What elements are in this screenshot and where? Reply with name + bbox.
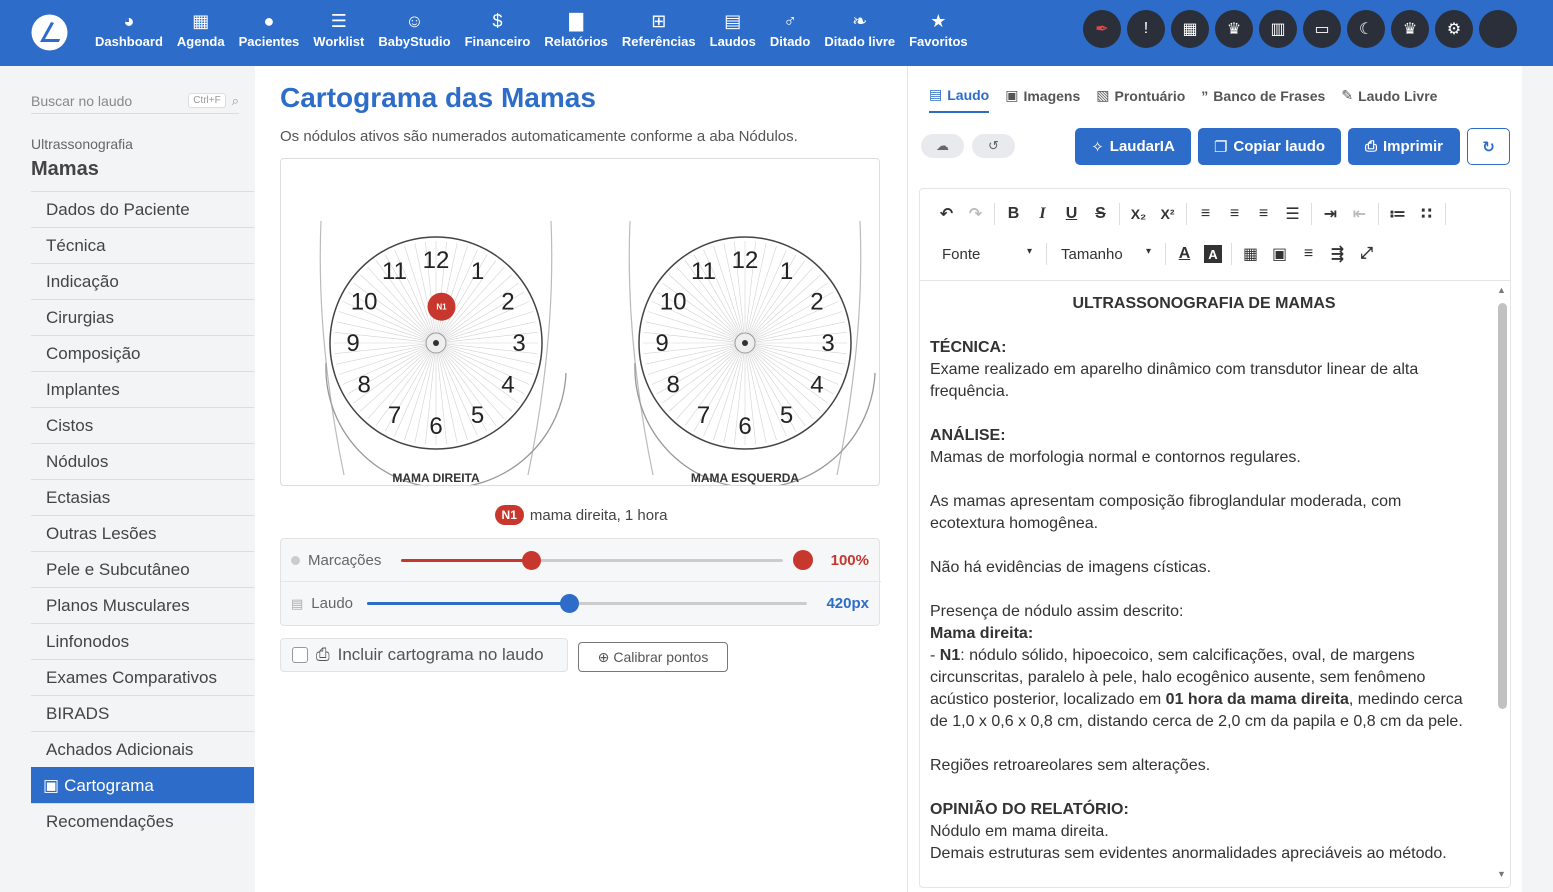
clock-number: 10 [659, 288, 687, 316]
signature-button[interactable] [1083, 10, 1121, 48]
nav-item-ditado[interactable] [763, 10, 817, 49]
slider-label-marcacoes: Marcações [308, 551, 382, 569]
legend-badge: N1 [495, 505, 524, 525]
nav-label: Agenda [176, 34, 225, 49]
app-logo[interactable] [31, 14, 68, 51]
clock-number: 4 [501, 371, 515, 399]
paragraph-composicao: As mamas apresentam composição fibroglandular moderada, com ecotextura homogênea. [930, 493, 1402, 532]
sidebar-item-label: Dados do Paciente [46, 199, 190, 219]
printer-icon: ⎙ [1364, 138, 1377, 155]
sidebar-item-label: Implantes [46, 379, 120, 399]
refresh-button[interactable] [1467, 128, 1510, 165]
slider-row-laudo [281, 582, 881, 625]
page-title: Cartograma das Mamas [280, 82, 596, 113]
section-opiniao [930, 799, 1478, 865]
sidebar-item-7[interactable] [31, 443, 254, 479]
moon-icon: ☾ [1358, 21, 1374, 38]
clock-number: 11 [691, 258, 716, 286]
caret-down-icon: ▾ [1026, 245, 1032, 257]
sidebar-item-3[interactable] [31, 299, 254, 335]
sidebar-item-13[interactable] [31, 659, 254, 695]
tecnica-body: Exame realizado em aparelho dinâmico com transdutor linear de alta frequência. [930, 361, 1419, 400]
clock-number: 1 [470, 258, 485, 286]
dot-icon [291, 556, 300, 565]
sidebar-item-label: Outras Lesões [46, 523, 157, 543]
dollar-icon: $ [492, 11, 503, 31]
nav-item-dashboard[interactable] [88, 10, 170, 49]
sidebar-item-2[interactable] [31, 263, 254, 299]
sidebar-item-12[interactable] [31, 623, 254, 659]
superscript-icon[interactable]: X² [1160, 206, 1175, 222]
ordered-list-icon[interactable]: ≔ [1389, 206, 1406, 223]
refresh-icon: ↻ [1482, 138, 1495, 156]
clock-number: 5 [779, 401, 794, 429]
redo-icon[interactable]: ↷ [968, 206, 983, 223]
sidebar-item-label: Cartograma [64, 775, 154, 795]
scroll-thumb[interactable] [1498, 303, 1507, 709]
opiniao-line-1: Nódulo em mama direita. [930, 823, 1109, 840]
sidebar-list [31, 191, 254, 839]
scroll-down-icon[interactable]: ▼ [1497, 869, 1506, 879]
nav-item-pacientes[interactable] [232, 10, 307, 49]
dashboard-icon: ◕ [123, 11, 135, 31]
print-button[interactable] [1348, 128, 1460, 165]
nav-item-referências[interactable] [615, 10, 703, 49]
include-cartogram-toggle[interactable] [280, 638, 568, 672]
align-left-icon[interactable]: ≡ [1200, 205, 1211, 222]
nav-label: Relatórios [544, 34, 608, 49]
sidebar-category: Ultrassonografia [31, 136, 133, 152]
file-icon: ▤ [929, 86, 943, 102]
clock-number: 5 [470, 401, 485, 429]
nav-label: Worklist [313, 34, 365, 49]
top-navbar [0, 0, 1553, 66]
sidebar-item-label: Planos Musculares [46, 595, 190, 615]
clock-number: 9 [655, 330, 669, 357]
calendar-button[interactable] [1171, 10, 1209, 48]
nodulo-intro: Presença de nódulo assim descrito: [930, 603, 1184, 620]
sidebar-item-label: Técnica [46, 235, 106, 255]
nav-label: Pacientes [238, 34, 300, 49]
feather-icon: ❧ [852, 11, 868, 31]
underline-icon[interactable]: U [1065, 205, 1078, 222]
clock-number: 8 [357, 371, 371, 399]
sidebar-item-1[interactable] [31, 227, 254, 263]
nav-label: Ditado livre [824, 34, 896, 49]
n1-location: 01 hora da mama direita [1165, 691, 1349, 708]
align-right-icon[interactable]: ≡ [1258, 205, 1269, 222]
signature-icon: ✒ [1095, 21, 1109, 38]
nodulo-mama: Mama direita: [930, 625, 1034, 642]
nav-label: Favoritos [909, 34, 968, 49]
include-label: Incluir cartograma no laudo [337, 645, 544, 664]
sidebar-item-label: Cistos [46, 415, 94, 435]
image-icon: ▣ [1005, 87, 1019, 103]
sidebar-item-label: Composição [46, 343, 141, 363]
copy-icon: ❐ [1213, 138, 1228, 156]
color-swatch[interactable] [793, 550, 813, 570]
laudaria-button[interactable] [1075, 128, 1191, 165]
tab-laudo[interactable] [929, 86, 989, 113]
size-select[interactable] [1051, 246, 1161, 263]
bold-icon[interactable]: B [1007, 205, 1020, 222]
sidebar-item-8[interactable] [31, 479, 254, 515]
user-icon: ● [263, 11, 275, 31]
analise-body: Mamas de morfologia normal e contornos regulares. [930, 449, 1301, 466]
sidebar-item-label: Recomendações [46, 811, 174, 831]
tab-label: Laudo [947, 86, 990, 103]
sidebar-item-label: Indicação [46, 271, 119, 291]
clock-number: 8 [666, 371, 680, 399]
search-icon[interactable]: ⌕ [231, 92, 239, 108]
marcacoes-slider[interactable] [401, 559, 783, 562]
main-nav [88, 10, 975, 49]
search-input[interactable] [31, 88, 239, 114]
laudo-fill [367, 602, 569, 605]
clock-number: 11 [382, 258, 407, 286]
report-title: ULTRASSONOGRAFIA DE MAMAS [1072, 295, 1336, 312]
slider-row-marcacoes [281, 539, 881, 582]
sidebar-item-16[interactable] [31, 767, 254, 803]
sidebar-item-10[interactable] [31, 551, 254, 587]
sidebar-item-0[interactable] [31, 191, 254, 227]
opiniao-heading: OPINIÃO DO RELATÓRIO: [930, 801, 1129, 818]
alert-icon: ! [1143, 20, 1149, 37]
sidebar-title: Mamas [31, 158, 99, 180]
clock-number: 2 [501, 288, 515, 316]
n1-text-b: , medindo cerca de 1,0 x 0,6 x 0,8 cm, distando cerca de 2,0 cm da papila e 0,8 cm da pele. [930, 691, 1463, 730]
indent-icon[interactable]: ⇥ [1323, 206, 1338, 223]
n1-prefix: - [930, 647, 940, 664]
report-content[interactable] [930, 293, 1478, 887]
plus-box-icon: ⊞ [651, 11, 667, 31]
nav-item-agenda[interactable] [170, 10, 232, 49]
nav-label: Financeiro [464, 34, 531, 49]
horizontal-rule-icon[interactable]: ≡ [1303, 245, 1314, 262]
sidebar-item-label: Nódulos [46, 451, 109, 471]
sidebar-item-4[interactable] [31, 335, 254, 371]
paragraph-retro: Regiões retroareolares sem alterações. [930, 757, 1211, 774]
microphone-icon: ♂ [783, 11, 797, 31]
nav-item-relatórios[interactable] [537, 10, 615, 49]
copy-label: Copiar laudo [1233, 138, 1326, 155]
undo-icon[interactable]: ↶ [939, 206, 954, 223]
report-editor[interactable] [919, 188, 1511, 888]
right-breast-label: MAMA DIREITA [392, 471, 480, 485]
tecnica-heading: TÉCNICA: [930, 339, 1007, 356]
section-analise [930, 425, 1478, 469]
map-icon: ▣ [43, 775, 60, 795]
history-icon: ↺ [988, 138, 999, 153]
building-button[interactable] [1259, 10, 1297, 48]
tab-imagens[interactable] [1005, 86, 1080, 113]
calendar-icon: ▦ [1182, 21, 1198, 38]
font-select[interactable] [932, 246, 1042, 263]
sidebar-item-14[interactable] [31, 695, 254, 731]
line-height-icon[interactable]: ⇶ [1330, 246, 1345, 263]
tab-laudo-livre[interactable] [1341, 86, 1437, 113]
folder-icon: ▧ [1096, 87, 1110, 103]
sidebar-item-label: Achados Adicionais [46, 739, 194, 759]
star-icon: ★ [930, 11, 947, 31]
font-select-label: Fonte [942, 245, 981, 263]
cloud-upload-button[interactable] [921, 134, 964, 158]
align-center-icon[interactable]: ≡ [1229, 205, 1240, 222]
calendar-icon: ▦ [192, 11, 210, 31]
section-nodulos [930, 601, 1478, 733]
tab-label: Laudo Livre [1358, 87, 1438, 104]
baby-icon: ☺ [405, 11, 424, 31]
crown-button[interactable] [1215, 10, 1253, 48]
cartogram-svg[interactable] [281, 159, 880, 486]
gear-icon: ⚙ [1446, 21, 1462, 38]
sidebar-item-label: Ectasias [46, 487, 111, 507]
page-subtitle: Os nódulos ativos são numerados automaticamente conforme a aba Nódulos. [280, 128, 798, 145]
nav-label: Laudos [709, 34, 756, 49]
gear-button[interactable] [1435, 10, 1473, 48]
moon-button[interactable] [1347, 10, 1385, 48]
clock-number: 12 [731, 247, 759, 274]
nav-item-financeiro[interactable] [458, 10, 538, 49]
tab-label: Imagens [1023, 87, 1081, 104]
avatar[interactable] [1479, 10, 1517, 48]
nav-item-laudos[interactable] [703, 10, 763, 49]
marcacoes-knob[interactable] [522, 551, 541, 570]
chart-icon: ▇ [569, 11, 584, 31]
slider-value-laudo: 420px [826, 595, 869, 612]
toolbar-right [1083, 10, 1517, 48]
crown-icon: ♛ [1226, 21, 1242, 38]
clock-number: 10 [350, 288, 378, 316]
legend-text: mama direita, 1 hora [529, 506, 668, 524]
sidebar-item-label: Cirurgias [46, 307, 115, 327]
size-select-label: Tamanho [1061, 245, 1123, 263]
tab-label: Prontuário [1114, 87, 1186, 104]
clock-number: 7 [387, 401, 402, 429]
clock-number: 1 [779, 258, 794, 286]
sidebar-item-5[interactable] [31, 371, 254, 407]
main-panel [255, 66, 907, 892]
crown-button[interactable] [1391, 10, 1429, 48]
file-icon: ▤ [291, 595, 304, 611]
search-shortcut: Ctrl+F [188, 93, 226, 108]
nav-label: BabyStudio [378, 34, 451, 49]
sidebar-item-label: Pele e Subcutâneo [46, 559, 190, 579]
clock-number: 9 [346, 330, 360, 357]
sidebar-item-label: Linfonodos [46, 631, 130, 651]
crown-icon: ♛ [1402, 21, 1418, 38]
font-color-icon[interactable]: A [1178, 245, 1191, 262]
laudo-slider[interactable] [367, 602, 807, 605]
copy-report-button[interactable] [1198, 128, 1341, 165]
n1-tag: N1 [939, 647, 961, 664]
slider-label-laudo: Laudo [311, 595, 354, 612]
report-tabs [929, 86, 1437, 113]
table-icon[interactable]: ▦ [1242, 246, 1259, 263]
sidebar-item-11[interactable] [31, 587, 254, 623]
sidebar-item-17[interactable] [31, 803, 254, 839]
editor-toolbar [920, 189, 1511, 281]
checklist-icon: ☰ [330, 11, 347, 31]
tab-label: Banco de Frases [1213, 87, 1326, 104]
sidebar [0, 66, 255, 892]
clock-number: 7 [696, 401, 711, 429]
subscript-icon[interactable]: X₂ [1130, 206, 1147, 222]
clock-number: 2 [810, 288, 824, 316]
clock-number: 12 [422, 247, 450, 274]
clock-number: 6 [429, 413, 443, 440]
sidebar-item-15[interactable] [31, 731, 254, 767]
image-icon[interactable]: ▣ [1271, 246, 1288, 263]
laudo-knob[interactable] [560, 594, 579, 613]
opiniao-line-2: Demais estruturas sem evidentes anormalidades apreciáveis ao método. [930, 845, 1447, 862]
include-checkbox[interactable] [292, 647, 308, 663]
sliders-panel [280, 538, 880, 626]
strikethrough-icon[interactable]: S [1095, 205, 1106, 222]
nav-item-babystudio[interactable] [371, 10, 457, 49]
highlight-color-icon[interactable]: A [1204, 245, 1222, 263]
paragraph-cistos: Não há evidências de imagens císticas. [930, 559, 1212, 576]
file-icon: ▤ [724, 11, 742, 31]
clock-number: 6 [738, 413, 752, 440]
calibrate-button[interactable] [578, 642, 728, 672]
nipple [433, 340, 439, 346]
building-icon: ▥ [1270, 21, 1286, 38]
search-placeholder: Buscar no laudo [31, 92, 133, 109]
nav-label: Dashboard [95, 34, 163, 49]
outdent-icon[interactable]: ⇤ [1352, 206, 1367, 223]
justify-icon[interactable]: ☰ [1285, 206, 1300, 223]
bullet-list-icon[interactable]: ∷ [1420, 206, 1433, 223]
slider-value-marcacoes: 100% [830, 551, 869, 569]
tab-prontuário[interactable] [1096, 86, 1185, 113]
nav-item-worklist[interactable] [306, 10, 371, 49]
crosshair-icon: ⊕ [597, 648, 610, 665]
caret-down-icon: ▾ [1145, 245, 1151, 257]
laudaria-label: LaudarIA [1109, 138, 1175, 155]
marcacoes-fill [401, 559, 531, 562]
quote-icon: ” [1201, 87, 1209, 104]
editor-scrollbar[interactable] [1496, 285, 1508, 879]
nodule-marker-label: N1 [436, 302, 447, 312]
breast-cartogram[interactable] [280, 158, 880, 486]
pen-icon: ✎ [1341, 87, 1354, 103]
print-label: Imprimir [1383, 138, 1444, 155]
italic-icon[interactable]: I [1039, 205, 1046, 222]
n1-text-a: : nódulo sólido, hipoecoico, sem calcificações, oval, de margens circunscritas, paralelo à pele, halo ecogênico ausente, sem fenômeno acústico posterior, localizado em [930, 647, 1426, 708]
nav-label: Ditado [769, 34, 811, 49]
printer-icon: ⎙ [316, 645, 330, 664]
sidebar-item-label: BIRADS [46, 703, 110, 723]
analise-heading: ANÁLISE: [930, 427, 1006, 444]
cloud-icon: ☁ [936, 138, 949, 153]
nav-label: Referências [621, 34, 696, 49]
fullscreen-icon[interactable]: ⤢ [1360, 245, 1373, 262]
nipple [742, 340, 748, 346]
alert-button[interactable] [1127, 10, 1165, 48]
history-button[interactable] [972, 134, 1015, 158]
section-tecnica [930, 337, 1478, 403]
marker-legend [255, 505, 907, 525]
sidebar-item-label: Exames Comparativos [46, 667, 218, 687]
nav-item-ditado-livre[interactable] [817, 10, 902, 49]
scroll-up-icon[interactable]: ▲ [1497, 285, 1506, 295]
clock-number: 3 [512, 330, 526, 357]
calibrate-label: Calibrar pontos [613, 649, 709, 665]
magic-wand-icon: ✧ [1091, 138, 1104, 156]
clock-number: 3 [821, 330, 835, 357]
sidebar-item-9[interactable] [31, 515, 254, 551]
nav-item-favoritos[interactable] [902, 10, 975, 49]
clock-number: 4 [810, 371, 824, 399]
tab-banco-de-frases[interactable] [1201, 86, 1325, 113]
ticket-button[interactable] [1303, 10, 1341, 48]
ticket-icon: ▭ [1314, 21, 1330, 38]
sidebar-item-6[interactable] [31, 407, 254, 443]
left-breast-label: MAMA ESQUERDA [690, 471, 800, 485]
report-panel [907, 66, 1522, 892]
